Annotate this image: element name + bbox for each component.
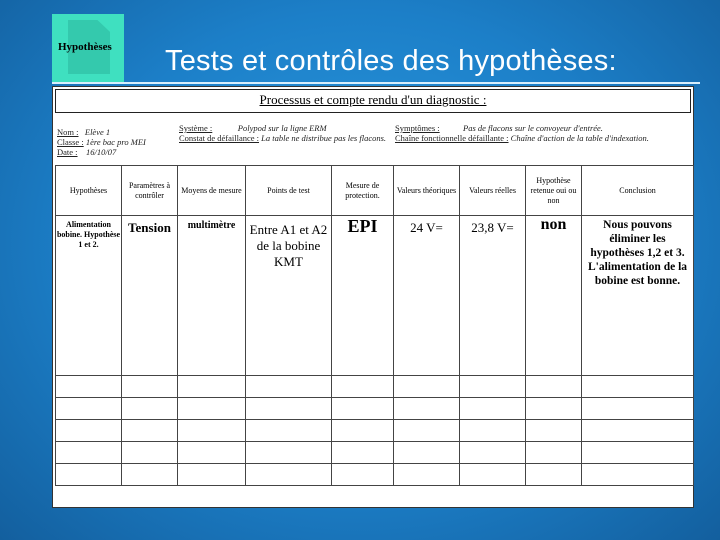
col-header-retenue: Hypothèse retenue oui ou non [526, 166, 582, 216]
systeme-label: Système : [179, 123, 213, 133]
col-header-conclusion: Conclusion [582, 166, 694, 216]
col-header-moyens: Moyens de mesure [178, 166, 246, 216]
cell-parametre: Tension [122, 216, 178, 376]
classe-value: 1ère bac pro MEI [85, 137, 146, 147]
hypotheses-logo [52, 14, 124, 82]
date-value: 16/10/07 [86, 147, 117, 157]
empty-row [56, 442, 694, 464]
col-header-reelles: Valeurs réelles [460, 166, 526, 216]
empty-row [56, 420, 694, 442]
header-row [56, 166, 694, 216]
col-header-points-test: Points de test [246, 166, 332, 216]
diagnostic-table [55, 165, 694, 486]
page-title: Tests et contrôles des hypothèses: [165, 45, 617, 77]
cell-protection: EPI [332, 216, 394, 376]
defaillance-label: Constat de défaillance : [179, 133, 260, 143]
cell-retenue: non [526, 216, 582, 376]
symptomes-label: Symptômes : [395, 123, 440, 133]
col-header-parametres: Paramètres à contrôler [122, 166, 178, 216]
cell-conclusion: Nous pouvons éliminer les hypothèses 1,2 et 3. L'alimentation de la bobine est bonne. [582, 216, 694, 376]
cell-theoriques: 24 V= [394, 216, 460, 376]
title-underline [52, 82, 700, 84]
col-header-hypotheses: Hypothèses [56, 166, 122, 216]
empty-row [56, 376, 694, 398]
symptomes-value: Pas de flacons sur le convoyeur d'entrée. [463, 123, 603, 133]
table-row [56, 216, 694, 376]
chaine-value: Chaîne d'action de la table d'indexation. [510, 133, 649, 143]
col-header-theoriques: Valeurs théoriques [394, 166, 460, 216]
system-block [179, 123, 389, 143]
logo-label: Hypothèses [58, 41, 112, 53]
diagnostic-sheet [52, 86, 694, 508]
cell-hypothese: Alimentation bobine. Hypothèse 1 et 2. [56, 216, 122, 376]
symptoms-block [395, 123, 691, 143]
empty-row [56, 398, 694, 420]
defaillance-value: La table ne distribue pas les flacons. [261, 133, 387, 143]
cell-moyen: multimètre [178, 216, 246, 376]
cell-reelles: 23,8 V= [460, 216, 526, 376]
nom-value: Elève 1 [84, 127, 111, 137]
chaine-label: Chaîne fonctionnelle défaillante : [395, 133, 509, 143]
empty-row [56, 464, 694, 486]
sheet-heading: Processus et compte rendu d'un diagnostic : [55, 89, 691, 113]
classe-label: Classe : [57, 137, 84, 147]
date-label: Date : [57, 147, 78, 157]
nom-label: Nom : [57, 127, 79, 137]
col-header-protection: Mesure de protection. [332, 166, 394, 216]
ident-block [57, 127, 177, 157]
systeme-value: Polypod sur la ligne ERM [237, 123, 327, 133]
cell-points-test: Entre A1 et A2 de la bobine KMT [246, 216, 332, 376]
